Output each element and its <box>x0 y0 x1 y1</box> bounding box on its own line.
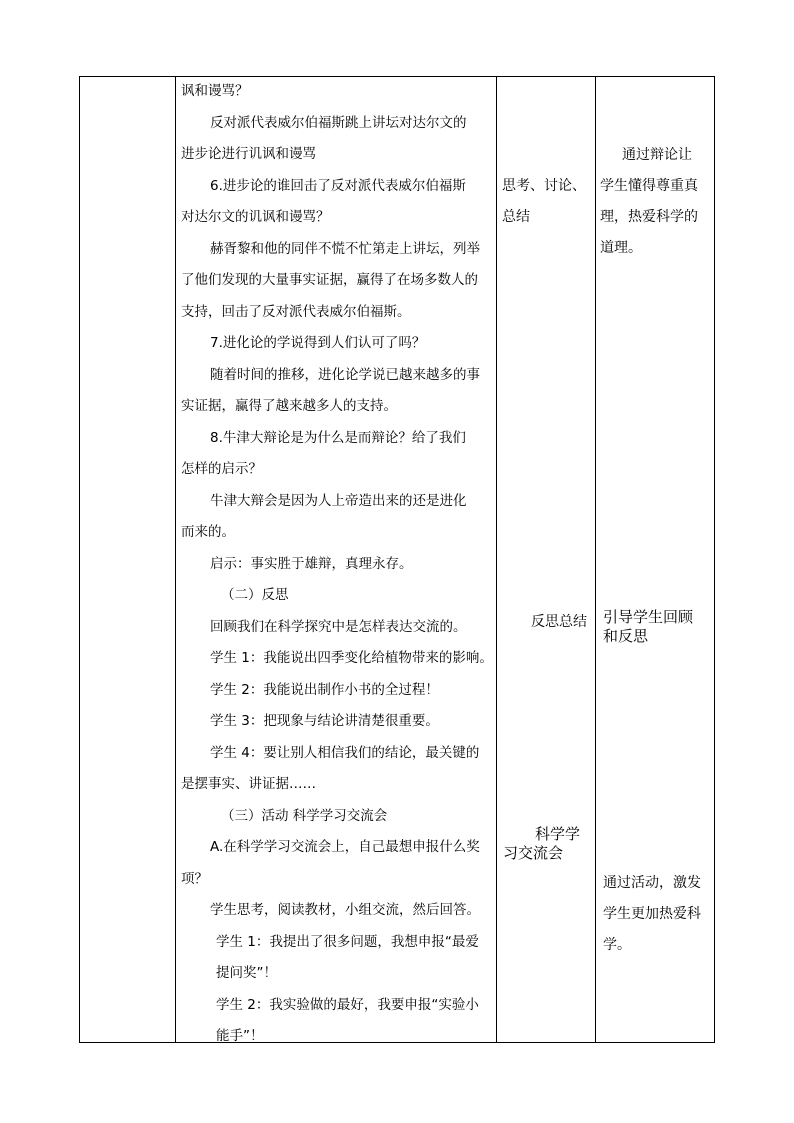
teaching-content-cell <box>181 76 493 1053</box>
intent-line: 学。 <box>603 937 631 953</box>
content-line: 进步论进行讥讽和谩骂 <box>181 146 316 162</box>
design-intent-block-3 <box>603 868 701 961</box>
column-divider-1 <box>175 76 176 1043</box>
table-border-right <box>714 76 715 1043</box>
activity-line: 科学学 <box>535 825 581 843</box>
content-line: 实证据，赢得了越来越多人的支持。 <box>181 398 397 414</box>
column-divider-2 <box>496 76 497 1043</box>
student-activity-block-3 <box>503 825 580 863</box>
content-line: 反对派代表威尔伯福斯跳上讲坛对达尔文的 <box>210 114 467 131</box>
intent-line: 学生懂得尊重真 <box>600 178 698 194</box>
content-line: 赫胥黎和他的同伴不慌不忙第走上讲坛，列举 <box>210 240 480 257</box>
column-divider-3 <box>595 76 596 1043</box>
intent-line: 引导学生回顾 <box>603 608 694 626</box>
section-heading-reflection: （二）反思 <box>221 587 289 603</box>
intent-line: 道理。 <box>600 240 642 256</box>
content-line: 项？ <box>181 870 208 887</box>
intent-line: 学生更加热爱科 <box>603 906 701 922</box>
design-intent-block-2 <box>603 608 693 646</box>
content-line: 随着时间的推移，进化论学说已越来越多的事 <box>210 366 480 383</box>
content-line: 学生 1：我能说出四季变化给植物带来的影响。 <box>210 650 493 666</box>
activity-line: 习交流会 <box>503 844 564 862</box>
content-line: 讽和谩骂？ <box>181 83 249 99</box>
content-line: 8.牛津大辩论是为什么是而辩论？给了我们 <box>210 429 466 446</box>
intent-line: 通过辩论让 <box>622 147 692 163</box>
content-line: 6.进步论的谁回击了反对派代表威尔伯福斯 <box>210 177 466 194</box>
content-line: 学生 3：把现象与结论讲清楚很重要。 <box>210 713 439 729</box>
content-line: 学生 1：我提出了很多问题，我想申报“最爱 <box>216 933 479 950</box>
activity-line: 总结 <box>502 209 530 225</box>
content-line: 对达尔文的讥讽和谩骂？ <box>181 209 330 225</box>
intent-line: 理，热爱科学的 <box>600 209 698 225</box>
activity-line: 反思总结 <box>531 614 587 630</box>
activity-line: 思考、讨论、 <box>502 178 586 194</box>
intent-line: 和反思 <box>603 627 649 645</box>
content-line: 牛津大辩会是因为人上帝造出来的还是进化 <box>210 492 467 509</box>
content-line: 学生 4：要让别人相信我们的结论，最关键的 <box>210 744 480 761</box>
student-activity-block-2 <box>531 607 587 638</box>
design-intent-block-1 <box>600 140 698 264</box>
student-activity-block-1 <box>502 171 586 233</box>
content-line: 是摆事实、讲证据…… <box>181 776 316 792</box>
content-line: 启示：事实胜于雄辩，真理永存。 <box>210 555 413 572</box>
content-line: 学生 2：我能说出制作小书的全过程！ <box>210 681 439 698</box>
section-heading-activity: （三）活动 科学学习交流会 <box>221 807 388 824</box>
content-line: A.在科学学习交流会上，自己最想申报什么奖 <box>210 839 480 855</box>
content-line: 支持，回击了反对派代表威尔伯福斯。 <box>181 303 411 320</box>
content-line: 提问奖”！ <box>216 965 277 981</box>
content-line: 能手”！ <box>216 1028 264 1044</box>
content-line: 回顾我们在科学探究中是怎样表达交流的。 <box>210 618 467 635</box>
content-line: 怎样的启示？ <box>181 461 262 477</box>
table-border-left <box>79 76 80 1043</box>
content-line: 了他们发现的大量事实证据，赢得了在场多数人的 <box>181 272 478 288</box>
content-line: 学生 2：我实验做的最好，我要申报“实验小 <box>216 996 479 1013</box>
content-line: 7.进化论的学说得到人们认可了吗？ <box>210 335 426 351</box>
intent-line: 通过活动，激发 <box>603 875 701 891</box>
content-line: 学生思考，阅读教材，小组交流，然后回答。 <box>210 902 480 918</box>
content-line: 而来的。 <box>181 524 235 540</box>
